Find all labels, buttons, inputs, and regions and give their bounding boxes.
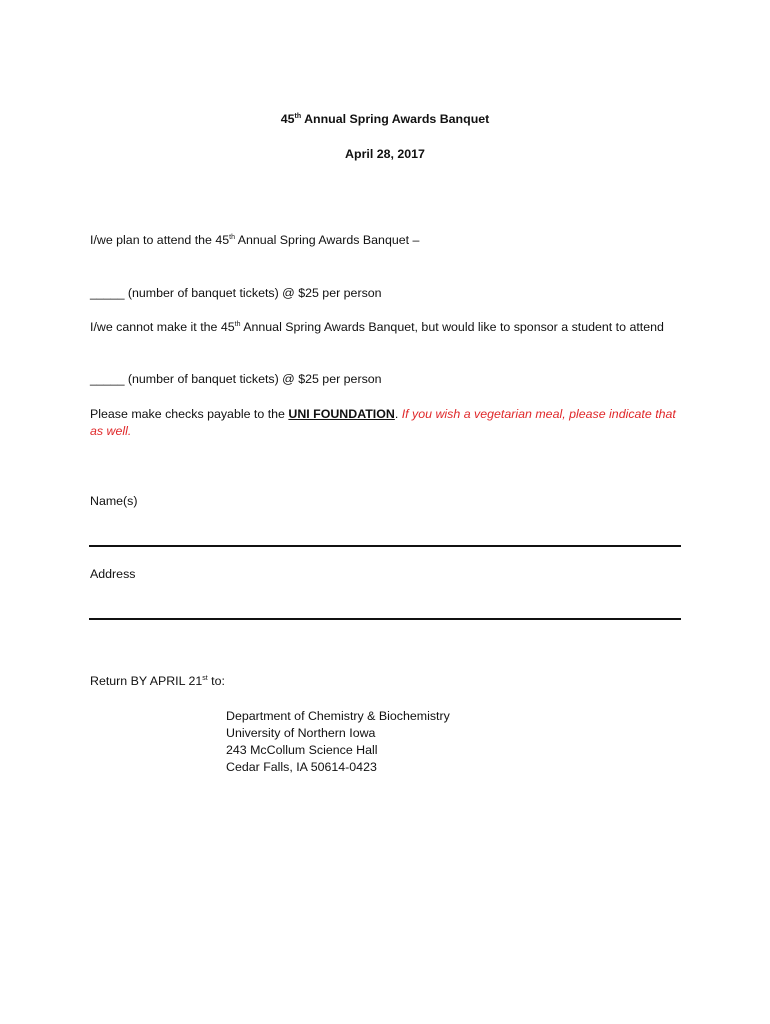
attend-statement <box>90 232 680 249</box>
address-line-university: University of Northern Iowa <box>226 726 376 740</box>
ticket-count-line-attend: _____ (number of banquet tickets) @ $25 per person <box>90 286 382 300</box>
sponsor-text: I/we cannot make it the 45 <box>90 320 235 334</box>
payment-text: Please make checks payable to the <box>90 407 289 421</box>
address-line-department: Department of Chemistry & Biochemistry <box>226 709 450 723</box>
return-deadline <box>90 673 680 690</box>
vegetarian-note: If you wish a vegetarian meal, please indicate that as well. <box>90 407 676 438</box>
return-ordinal: st <box>202 675 208 682</box>
event-date: April 28, 2017 <box>345 147 425 161</box>
address-label: Address <box>90 567 136 581</box>
attend-ordinal: th <box>229 234 235 241</box>
return-text-end: to: <box>207 674 225 688</box>
attend-text: I/we plan to attend the 45 <box>90 233 230 247</box>
names-entry-line[interactable] <box>89 545 681 547</box>
attend-text-end: Annual Spring Awards Banquet – <box>235 233 420 247</box>
address-entry-line[interactable] <box>89 618 681 620</box>
sponsor-statement <box>90 319 680 336</box>
address-line-city: Cedar Falls, IA 50614-0423 <box>226 760 377 774</box>
mailing-address <box>226 708 626 776</box>
payee-name: UNI FOUNDATION <box>288 407 395 421</box>
title-text: Annual Spring Awards Banquet <box>301 112 490 126</box>
document-title <box>0 111 770 128</box>
title-ordinal: th <box>294 113 302 120</box>
address-line-street: 243 McCollum Science Hall <box>226 743 378 757</box>
sponsor-ordinal: th <box>234 321 241 328</box>
return-text: Return BY APRIL 21 <box>90 674 203 688</box>
sponsor-text-end: Annual Spring Awards Banquet, but would like to sponsor a student to attend <box>240 320 664 334</box>
names-label: Name(s) <box>90 494 138 508</box>
ticket-count-line-sponsor: _____ (number of banquet tickets) @ $25 per person <box>90 372 382 386</box>
payment-punctuation: . <box>394 407 402 421</box>
title-number: 45 <box>280 112 295 126</box>
payment-instructions <box>90 406 680 440</box>
